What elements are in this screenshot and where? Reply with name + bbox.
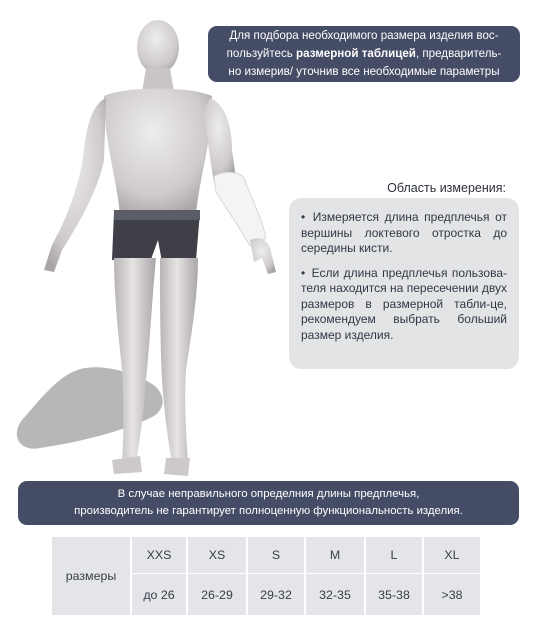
size-header-xs: XS [188, 537, 248, 573]
bullet-icon: • [301, 210, 306, 224]
banner-line-2-suffix: , предваритель- [415, 47, 502, 60]
measurement-bullet-1 [301, 210, 507, 257]
banner-line-1: Для подбора необходимого размера изделия вос- [229, 29, 499, 42]
size-header-l: L [366, 537, 424, 573]
measurement-info-panel [289, 198, 519, 369]
measurement-bullet-2 [301, 266, 507, 344]
size-row-label: размеры [52, 537, 132, 615]
size-header-s: S [248, 537, 306, 573]
warning-line-2: производитель не гарантирует полноценную функциональность изделия. [74, 505, 463, 517]
size-table [52, 537, 480, 615]
right-leg-shape [160, 258, 198, 462]
banner-line-2-prefix: пользуйтесь [226, 47, 297, 60]
left-leg-shape [114, 258, 156, 462]
size-range-xl: >38 [424, 574, 480, 615]
banner-line-3: но измерив/ уточнив все необходимые параметры [228, 65, 500, 78]
size-selection-banner [208, 26, 520, 82]
bullet-text: Если длина предплечья пользова-теля находится на пересечении двух размеров в размерной табли-це, рекомендуем выбрать больший размер изделия. [301, 265, 507, 342]
size-table-reference: размерной таблицей [296, 47, 416, 60]
size-range-l: 35-38 [366, 574, 424, 615]
measurement-area-title: Область измерения: [387, 181, 506, 195]
left-arm-shape [44, 98, 106, 272]
size-header-m: M [306, 537, 366, 573]
size-range-s: 29-32 [248, 574, 306, 615]
size-range-xs: 26-29 [188, 574, 248, 615]
size-range-xxs: до 26 [132, 574, 188, 615]
head-shape [137, 20, 179, 74]
warning-banner [18, 481, 519, 525]
bullet-icon: • [301, 265, 306, 280]
size-header-xxs: XXS [132, 537, 188, 573]
torso-shape [104, 89, 212, 216]
size-header-xl: XL [424, 537, 480, 573]
size-range-m: 32-35 [306, 574, 366, 615]
forearm-sleeve-shape [214, 172, 266, 246]
warning-line-1: В случае неправильного определния длины предплечья, [117, 488, 420, 500]
bullet-text: Измеряется длина предплечья от вершины локтевого отростка до середины кисти. [301, 210, 507, 255]
banner-line-2 [214, 45, 514, 63]
